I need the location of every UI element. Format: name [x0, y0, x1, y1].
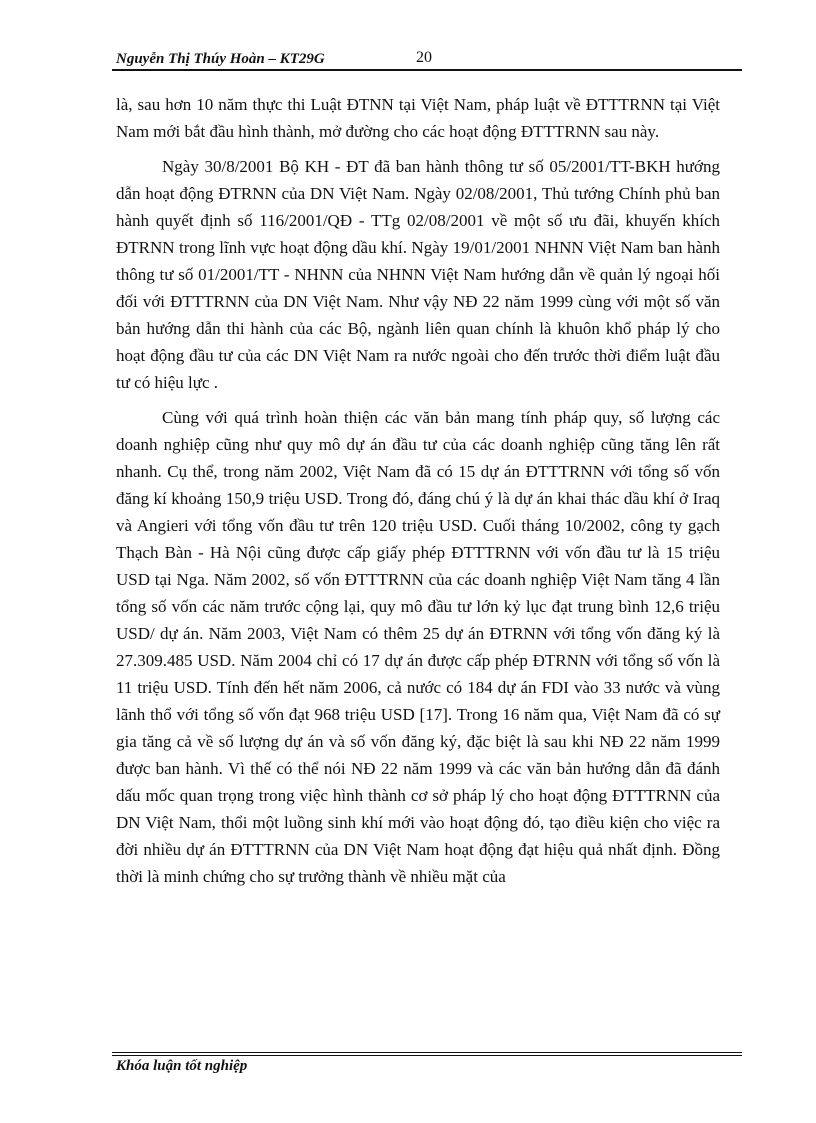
footer-rule — [112, 1052, 742, 1053]
footer-label: Khóa luận tốt nghiệp — [116, 1058, 248, 1074]
body-text — [116, 91, 720, 890]
page-header — [112, 48, 742, 70]
paragraph: là, sau hơn 10 năm thực thi Luật ĐTNN tại Việt Nam, pháp luật về ĐTTTRNN tại Việt Nam mới bắt đầu hình thành, mở đường cho các hoạt động ĐTTTRNN sau này. — [116, 95, 720, 141]
paragraph: Cùng với quá trình hoàn thiện các văn bản mang tính pháp quy, số lượng các doanh nghiệp cũng như quy mô dự án đầu tư của các doanh nghiệp cũng tăng lên rất nhanh. Cụ thể, trong năm 2002, Việt Nam đã có 15 dự án ĐTTTRNN với tổng số vốn đăng kí khoảng 150,9 triệu USD. Trong đó, đáng chú ý là dự án khai thác dầu khí ở Iraq và Angieri với tổng vốn đầu tư trên 120 triệu USD. Cuối tháng 10/2002, công ty gạch Thạch Bàn - Hà Nội cũng được cấp giấy phép ĐTTTRNN với vốn đầu tư là 15 triệu USD tại Nga. Năm 2002, số vốn ĐTTTRNN của các doanh nghiệp Việt Nam tăng 4 lần tổng số vốn các năm trước cộng lại, quy mô đầu tư lớn kỷ lục đạt trung bình 12,6 triệu USD/ dự án. Năm 2003, Việt Nam có thêm 25 dự án ĐTRNN với tổng vốn đăng ký là 27.309.485 USD. Năm 2004 chỉ có 17 dự án được cấp phép ĐTRNN với tổng số vốn là 11 triệu USD. Tính đến hết năm 2006, cả nước có 184 dự án FDI vào 33 nước và vùng lãnh thổ với tổng số vốn đạt 968 triệu USD [17]. Trong 16 năm qua, Việt Nam đã có sự gia tăng cả về số lượng dự án và số vốn đăng ký, đặc biệt là sau khi NĐ 22 năm 1999 được ban hành. Vì thế có thể nói NĐ 22 năm 1999 và các văn bản hướng dẫn đã đánh dấu mốc quan trọng trong việc hình thành cơ sở pháp lý cho hoạt động ĐTTTRNN của DN Việt Nam, thổi một luồng sinh khí mới vào hoạt động đó, tạo điều kiện cho việc ra đời nhiều dự án ĐTTTRNN của DN Việt Nam hoạt động đạt hiệu quả nhất định. Đồng thời là minh chứng cho sự trưởng thành về nhiều mặt của — [116, 408, 720, 886]
header-author: Nguyễn Thị Thúy Hoàn – KT29G — [116, 51, 325, 67]
page-number: 20 — [416, 49, 432, 66]
header-rule — [112, 69, 742, 71]
footer-rule — [112, 1055, 742, 1056]
paragraph: Ngày 30/8/2001 Bộ KH - ĐT đã ban hành thông tư số 05/2001/TT-BKH hướng dẫn hoạt động ĐTRNN của DN Việt Nam. Ngày 02/08/2001, Thủ tướng Chính phủ ban hành quyết định số 116/2001/QĐ - TTg 02/08/2001 về một số ưu đãi, khuyến khích ĐTRNN trong lĩnh vực hoạt động dầu khí. Ngày 19/01/2001 NHNN Việt Nam ban hành thông tư số 01/2001/TT - NHNN của NHNN Việt Nam hướng dẫn về quản lý ngoại hối đối với ĐTTTRNN của DN Việt Nam. Như vậy NĐ 22 năm 1999 cùng với một số văn bản hướng dẫn thi hành của các Bộ, ngành liên quan chính là khuôn khổ pháp lý cho hoạt động đầu tư của các DN Việt Nam ra nước ngoài cho đến trước thời điểm luật đầu tư có hiệu lực . — [116, 157, 720, 392]
